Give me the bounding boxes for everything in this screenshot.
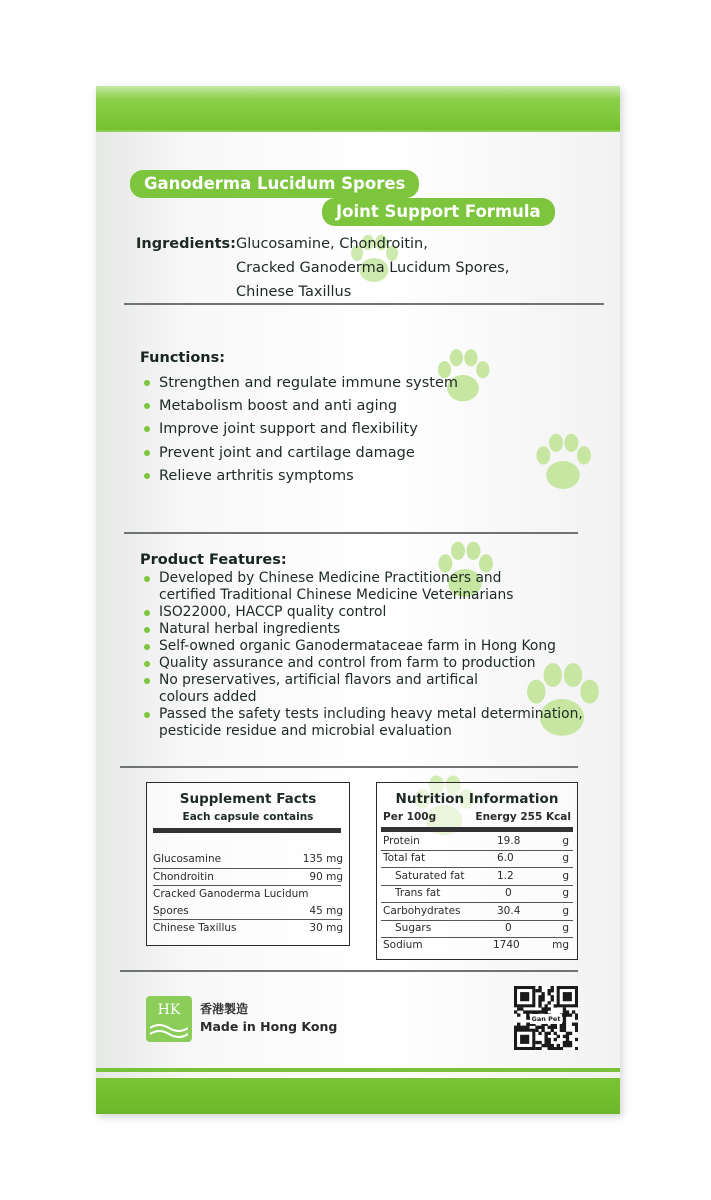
nutrition-row-name: Total fat [383,852,426,864]
supplement-row-amount: 45 mg [309,905,343,917]
section-divider [120,970,578,972]
function-item: Improve joint support and flexibility [142,418,562,441]
hk-origin-logo [146,996,192,1042]
nutrition-row-value: 1.2 [497,870,514,882]
table-rule [381,885,573,886]
nutrition-row-value: 0 [505,922,512,934]
table-rule [153,885,341,886]
feature-item: Quality assurance and control from farm to production [142,655,592,672]
nutrition-row-name: Carbohydrates [383,905,461,917]
nutrition-row-name: Protein [383,835,420,847]
function-item: Metabolism boost and anti aging [142,395,562,418]
function-item: Prevent joint and cartilage damage [142,442,562,465]
supplement-row-amount: 135 mg [302,853,343,865]
supplement-row-name: Chondroitin [153,871,214,883]
table-rule [381,827,573,832]
supplement-facts-table [146,782,350,946]
hk-logo-text: HK [157,1002,181,1018]
table-rule [153,828,341,833]
product-title-line1: Ganoderma Lucidum Spores [130,170,419,198]
feature-item: Self-owned organic Ganodermataceae farm in Hong Kong [142,638,592,655]
supplement-facts-subtitle: Each capsule contains [182,811,314,823]
top-green-band [96,86,620,130]
nutrition-per: Per 100g [383,811,437,823]
table-rule [153,868,341,869]
function-item: Relieve arthritis symptoms [142,465,562,488]
supplement-row-amount: 90 mg [309,871,343,883]
table-rule [381,902,573,903]
supplement-row-name: Chinese Taxillus [153,922,237,934]
qr-label: Gan Pet [531,1015,561,1023]
nutrition-row-name: Sodium [383,939,423,951]
feature-item: Developed by Chinese Medicine Practitioners and certified Traditional Chinese Medicine Veterinarians [142,570,592,604]
functions-title: Functions: [140,350,226,366]
feature-item: Natural herbal ingredients [142,621,592,638]
function-item: Strengthen and regulate immune system [142,372,562,395]
supplement-row-amount: 30 mg [309,922,343,934]
nutrition-row-unit: g [562,922,569,934]
made-in-hk-english: Made in Hong Kong [200,1019,338,1034]
nutrition-row-name: Sugars [395,922,432,934]
supplement-facts-title: Supplement Facts [179,791,317,807]
features-title: Product Features: [140,552,287,568]
nutrition-row-value: 6.0 [497,852,514,864]
top-band-edge [96,130,620,132]
feature-item: No preservatives, artificial flavors and artifical colours added [142,672,592,706]
bottom-band-edge [96,1068,620,1072]
nutrition-row-name: Trans fat [395,887,441,899]
nutrition-row-unit: g [562,887,569,899]
section-divider [120,766,578,768]
ingredients-line: Glucosamine, Chondroitin, [236,236,428,252]
ingredients-label: Ingredients: [136,236,236,252]
supplement-row-name: Spores [153,905,189,917]
nutrition-information-table [376,782,578,960]
nutrition-row-unit: g [562,905,569,917]
nutrition-row-name: Saturated fat [395,870,465,882]
table-rule [381,850,573,851]
nutrition-title: Nutrition Information [395,791,559,807]
table-rule [381,937,573,938]
nutrition-row-unit: g [562,852,569,864]
ingredients-line: Chinese Taxillus [236,284,352,300]
supplement-row-name: Cracked Ganoderma Lucidum [153,888,309,900]
nutrition-row-unit: g [562,835,569,847]
wave-icon [150,1022,188,1038]
nutrition-row-unit: mg [552,939,569,951]
table-rule [153,919,341,920]
feature-item: Passed the safety tests including heavy metal determination, pesticide residue and microbial evaluation [142,706,592,740]
bottom-green-band [96,1078,620,1114]
nutrition-row-value: 1740 [493,939,520,951]
section-divider [124,532,578,534]
feature-item: ISO22000, HACCP quality control [142,604,592,621]
nutrition-row-value: 30.4 [497,905,521,917]
product-box-panel [96,86,620,1114]
nutrition-energy: Energy 255 Kcal [475,811,571,823]
functions-list [142,372,562,488]
nutrition-row-unit: g [562,870,569,882]
supplement-row-name: Glucosamine [153,853,222,865]
nutrition-row-value: 19.8 [497,835,521,847]
ingredients-line: Cracked Ganoderma Lucidum Spores, [236,260,510,276]
product-title-line2: Joint Support Formula [322,198,555,226]
section-divider [124,303,604,305]
table-rule [381,920,573,921]
made-in-hk-chinese: 香港製造 [200,1002,249,1016]
nutrition-row-value: 0 [505,887,512,899]
features-list [142,570,592,740]
table-rule [381,867,573,868]
